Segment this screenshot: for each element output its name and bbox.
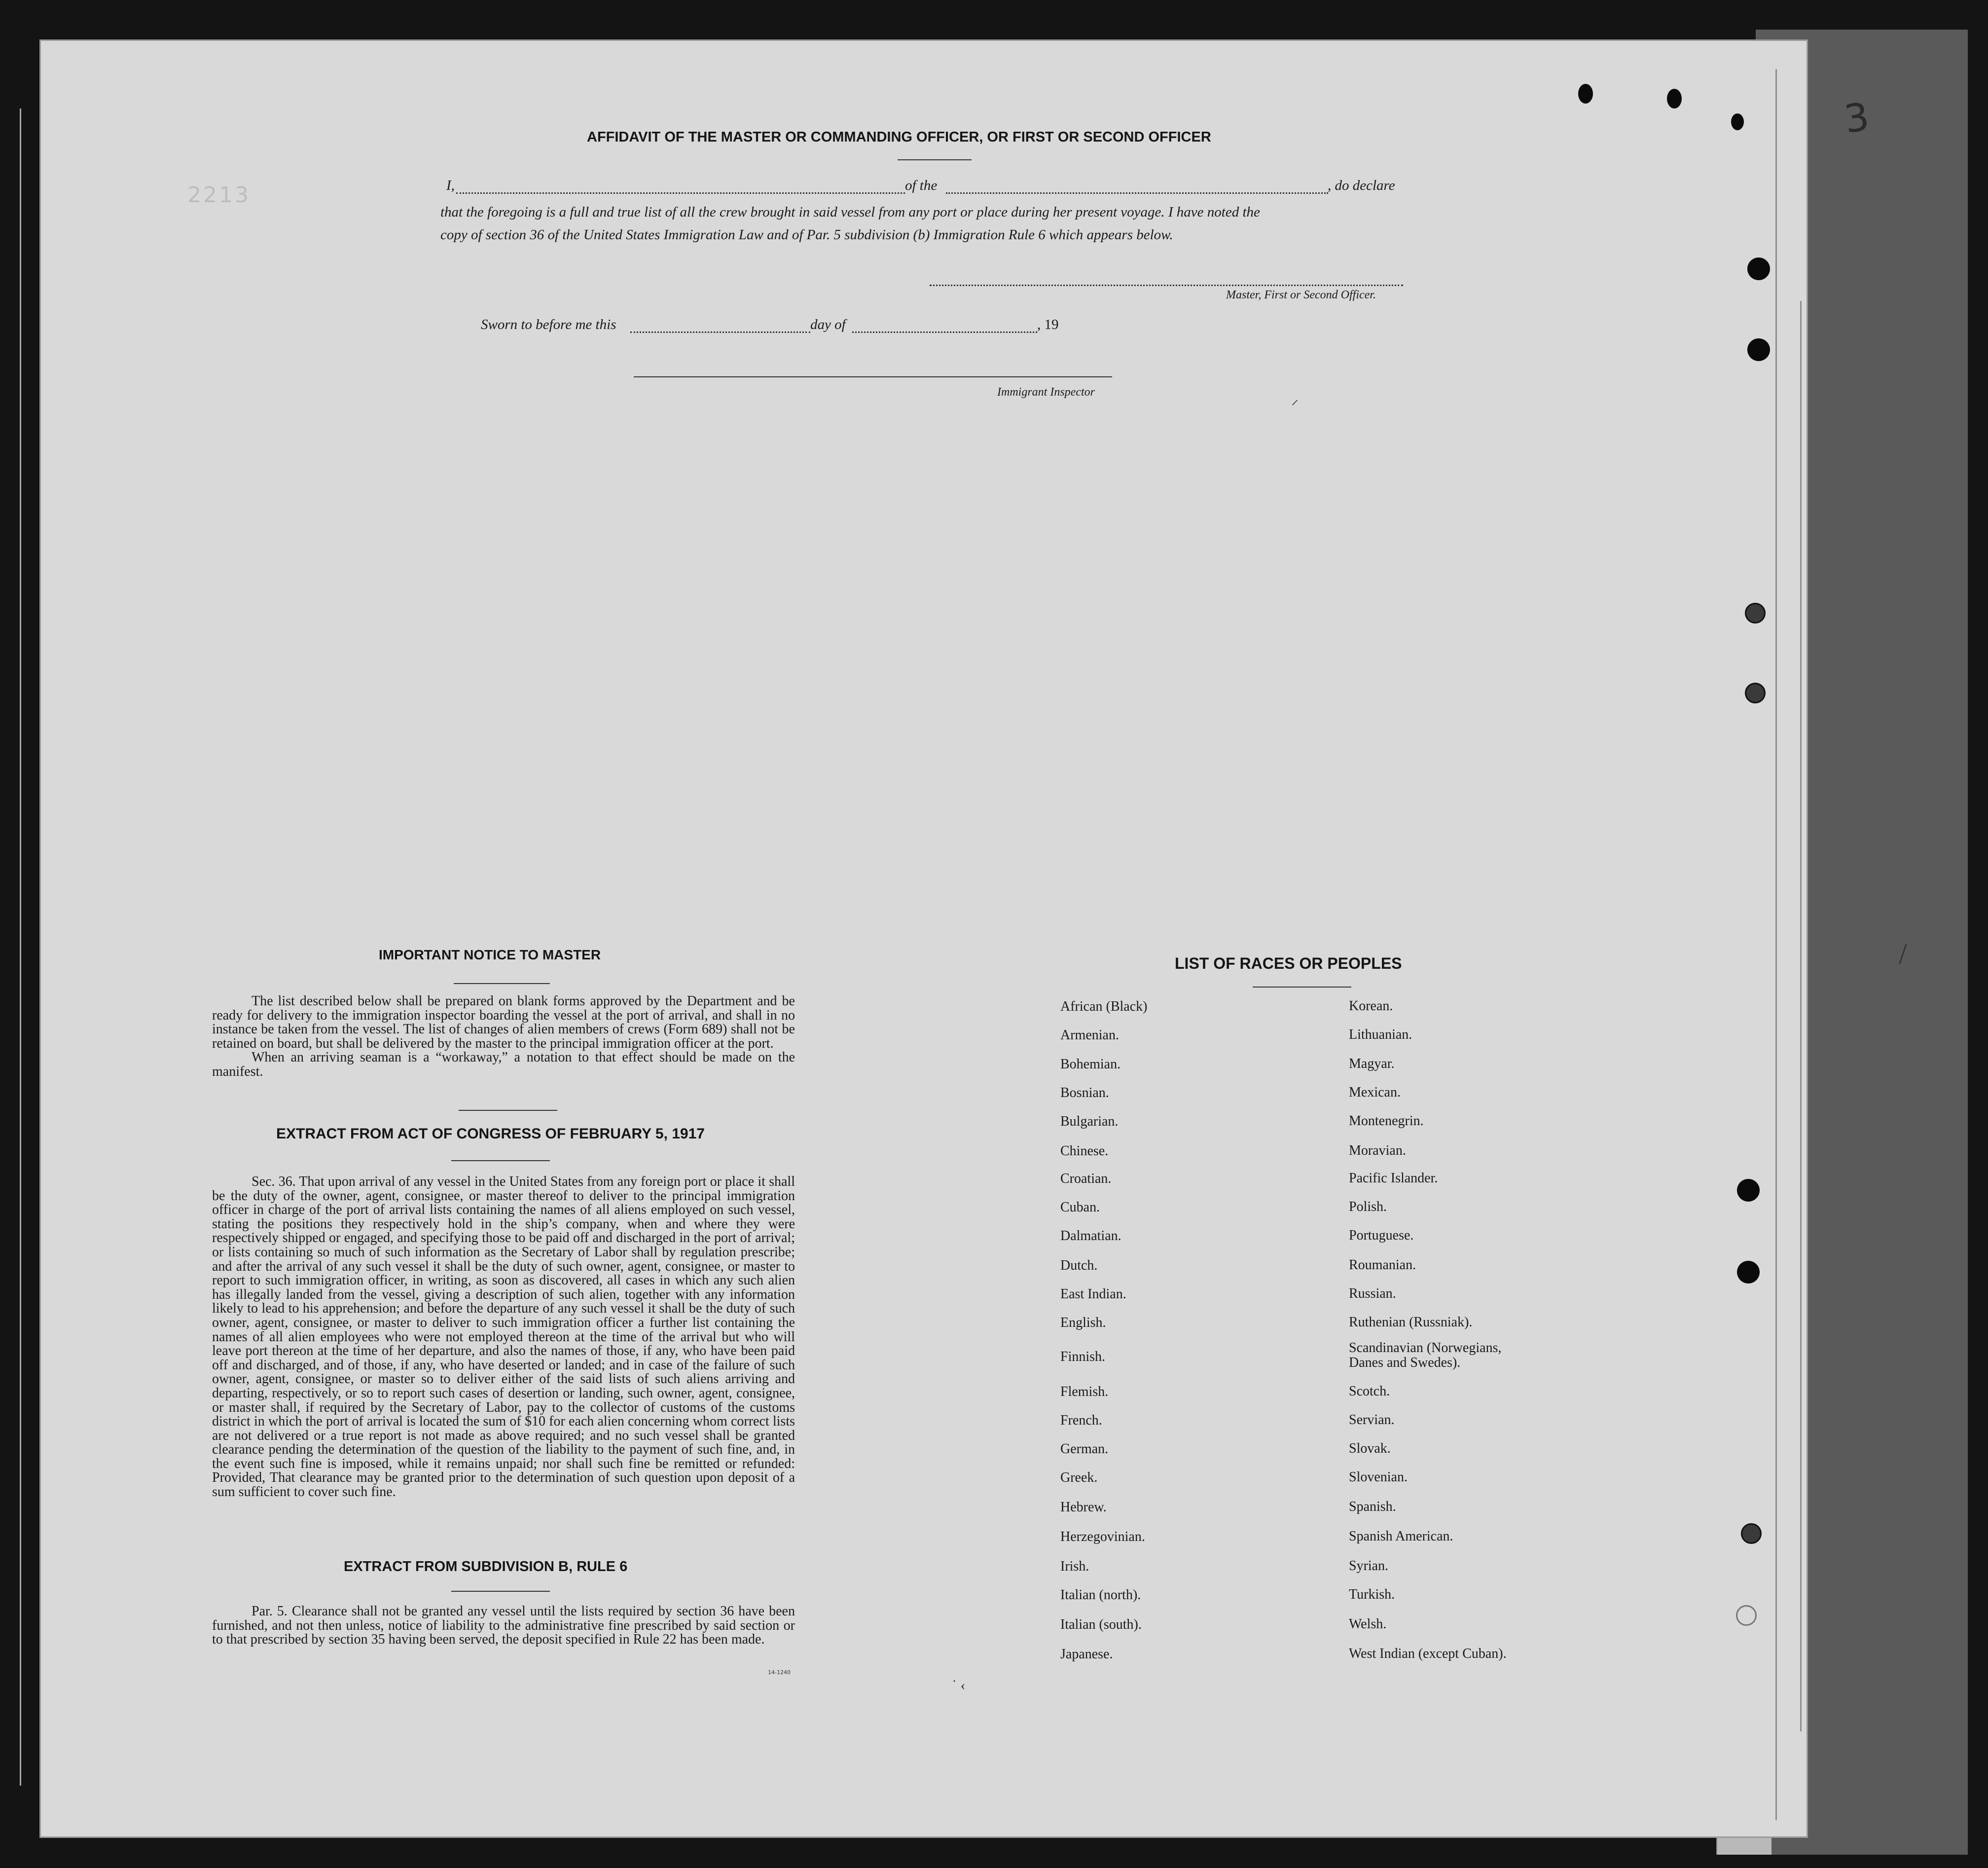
ink-speck: ˙ ‹ — [952, 1677, 966, 1693]
race-entry: West Indian (except Cuban). — [1349, 1646, 1507, 1661]
race-entry: Portuguese. — [1349, 1228, 1414, 1243]
page-edge-line — [1775, 69, 1777, 1820]
title-rule — [454, 983, 550, 984]
act-extract-body — [212, 1175, 795, 1500]
notice-paragraph: When an arriving seaman is a “workaway,” a notation to that effect should be made on the manifest. — [212, 1050, 795, 1079]
notice-body — [212, 994, 795, 1079]
race-entry: Irish. — [1060, 1559, 1089, 1574]
page-number: 3 — [1841, 94, 1872, 143]
form-code: 14-1240 — [768, 1669, 791, 1676]
race-entry: German. — [1060, 1441, 1109, 1457]
notice-title: IMPORTANT NOTICE TO MASTER — [379, 947, 601, 962]
race-entry: Bosnian. — [1060, 1085, 1109, 1100]
document-page — [39, 39, 1808, 1838]
race-entry: Bohemian. — [1060, 1057, 1121, 1072]
sworn-day-field[interactable] — [630, 331, 810, 333]
affidavit-line-1: that the foregoing is a full and true list of all the crew brought in said vessel from any port or place during her present voyage. I have noted the — [440, 204, 1260, 220]
race-entry: Armenian. — [1060, 1027, 1119, 1043]
binder-hole — [1747, 338, 1770, 361]
affidavit-title: AFFIDAVIT OF THE MASTER OR COMMANDING OFFICER, OR FIRST OR SECOND OFFICER — [587, 129, 1211, 145]
race-entry: Turkish. — [1349, 1587, 1395, 1602]
race-entry: Servian. — [1349, 1412, 1395, 1428]
race-entry: African (Black) — [1060, 999, 1148, 1014]
race-entry: Chinese. — [1060, 1143, 1109, 1159]
race-entry: Spanish. — [1349, 1499, 1396, 1514]
race-entry: Dalmatian. — [1060, 1228, 1121, 1244]
race-entry: Cuban. — [1060, 1200, 1100, 1215]
race-entry: Croatian. — [1060, 1171, 1112, 1186]
race-entry: Spanish American. — [1349, 1529, 1453, 1544]
race-entry: Italian (north). — [1060, 1587, 1141, 1603]
binder-hole — [1736, 1605, 1757, 1626]
act-extract-title: EXTRACT FROM ACT OF CONGRESS OF FEBRUARY 5, 1917 — [276, 1126, 705, 1142]
race-entry: Slovak. — [1349, 1441, 1391, 1456]
act-extract-text: Sec. 36. That upon arrival of any vessel in the United States from any foreign port or place it shall be the duty of the owner, agent, consignee, or master thereof to deliver to the principal immigration officer in charge of the port of arrival lists containing the names of all aliens employed on such vessel, stating the positions they respectively hold in the ship’s company, when and where they were respectively shipped or engaged, and specifying those to be paid off and discharged in the port of arrival; or lists containing so much of such information as the Secretary of Labor shall by regulation prescribe; and after the arrival of any such vessel it shall be the duty of such owner, agent, consignee, or master to report to such immigration officer, in writing, as soon as discovered, all cases in which any such alien has illegally landed from the vessel, giving a description of such alien, together with any information likely to lead to his apprehension; and before the departure of any such vessel it shall be the duty of such owner, agent, consignee, or master to deliver to such immigration officer a further list containing the names of all alien employees who were not employed thereon at the time of the arrival but who will leave port thereon at the time of her departure, and also the names of those, if any, who have been paid off and discharged, and of those, if any, who have deserted or landed; and in case of the failure of such owner, agent, consignee, or master so to deliver either of the said lists of such aliens arriving and departing, respectively, or so to report such cases of desertion or landing, such owner, agent, consignee, or master shall, if required by the Secretary of Labor, pay to the collector of customs of the customs district in which the port of arrival is located the sum of $10 for each alien concerning whom correct lists are not delivered or a true report is not made as above required; and no such vessel shall be granted clearance pending the determination of the question of the liability to the payment of such fine, and, in the event such fine is imposed, while it remains unpaid; nor shall such fine be remitted or refunded: Provided, That clearance may be granted prior to the determination of such question upon deposit of a sum sufficient to cover such fine. — [212, 1174, 795, 1500]
binder-hole — [1731, 113, 1744, 130]
binder-hole — [1737, 1261, 1760, 1283]
race-entry: French. — [1060, 1413, 1102, 1428]
race-entry: Syrian. — [1349, 1558, 1389, 1574]
race-entry: Polish. — [1349, 1199, 1387, 1214]
race-entry: Bulgarian. — [1060, 1114, 1119, 1129]
race-entry: Roumanian. — [1349, 1257, 1416, 1273]
race-entry: East Indian. — [1060, 1286, 1126, 1302]
race-entry: English. — [1060, 1315, 1106, 1330]
race-entry: Scotch. — [1349, 1384, 1390, 1399]
binder-hole — [1745, 683, 1766, 703]
race-entry: Korean. — [1349, 998, 1393, 1014]
day-of-label: day of — [810, 317, 846, 332]
binder-hole — [1667, 89, 1682, 109]
page-edge-line — [1800, 301, 1802, 1731]
race-entry: Welsh. — [1349, 1616, 1387, 1632]
rule-extract-title: EXTRACT FROM SUBDIVISION B, RULE 6 — [344, 1559, 628, 1575]
race-entry: Ruthenian (Russniak). — [1349, 1315, 1473, 1330]
binder-hole — [1741, 1523, 1762, 1544]
race-entry: Magyar. — [1349, 1056, 1395, 1071]
title-rule — [451, 1591, 550, 1592]
bleed-through-number: 2213 — [187, 183, 251, 208]
affidavit-line-2: copy of section 36 of the United States Immigration Law and of Par. 5 subdivision (b) Immigration Rule 6 which appears below. — [440, 227, 1173, 243]
year-label: , 19 — [1037, 317, 1059, 332]
race-entry: Russian. — [1349, 1286, 1396, 1301]
binder-hole — [1745, 603, 1766, 623]
notice-paragraph: The list described below shall be prepared on blank forms approved by the Department and be ready for delivery to the immigration inspector boarding the vessel at the port of arrival, and shall in no instance be taken from the vessel. The list of changes of alien members of crews (Form 689) shall not be retained on board, but shall be delivered by the master to the principal immigration officer at the port. — [212, 993, 795, 1051]
vessel-name-field[interactable] — [946, 192, 1328, 194]
binder-hole — [1737, 1179, 1760, 1202]
ink-speck: ⸍ — [1291, 398, 1299, 414]
declarant-label: I, — [446, 178, 455, 193]
race-entry: Italian (south). — [1060, 1617, 1142, 1632]
rule-extract-text: Par. 5. Clearance shall not be granted any vessel until the lists required by section 36 have been furnished, and not then unless, notice of liability to the administrative fine prescribed by said section or to that prescribed by section 35 having been served, the deposit specified in Rule 22 has been made. — [212, 1604, 795, 1648]
of-the-label: of the — [905, 178, 938, 193]
binder-hole — [1747, 257, 1770, 280]
sworn-month-field[interactable] — [852, 331, 1037, 333]
section-rule — [459, 1110, 557, 1111]
race-entry: Montenegrin. — [1349, 1113, 1424, 1129]
race-entry: Slovenian. — [1349, 1469, 1408, 1485]
declarant-name-field[interactable] — [456, 192, 905, 194]
title-rule — [898, 159, 972, 160]
master-signature-field[interactable] — [930, 285, 1403, 286]
race-entry: Herzegovinian. — [1060, 1529, 1145, 1544]
title-rule — [451, 1160, 550, 1161]
sworn-label: Sworn to before me this — [481, 317, 616, 332]
ink-speck: / — [1899, 938, 1907, 970]
race-entry: Flemish. — [1060, 1384, 1109, 1399]
race-entry: Lithuanian. — [1349, 1027, 1412, 1042]
race-entry: Finnish. — [1060, 1349, 1106, 1364]
race-entry: Mexican. — [1349, 1085, 1401, 1100]
do-declare-label: , do declare — [1328, 178, 1395, 193]
rule-extract-body — [212, 1605, 795, 1647]
race-entry: Pacific Islander. — [1349, 1171, 1438, 1186]
race-entry: Greek. — [1060, 1470, 1098, 1485]
signer-caption: Master, First or Second Officer. — [1226, 289, 1376, 301]
inspector-caption: Immigrant Inspector — [997, 386, 1095, 399]
page-edge-line — [20, 109, 21, 1786]
races-title: LIST OF RACES OR PEOPLES — [1175, 954, 1402, 972]
binder-hole — [1578, 84, 1593, 104]
title-rule — [1253, 987, 1351, 988]
race-entry: Scandinavian (Norwegians, Danes and Swedes). — [1349, 1340, 1502, 1370]
race-entry: Moravian. — [1349, 1143, 1406, 1158]
race-entry: Japanese. — [1060, 1647, 1113, 1662]
inspector-signature-field[interactable] — [634, 376, 1112, 377]
race-entry: Dutch. — [1060, 1258, 1098, 1273]
race-entry: Hebrew. — [1060, 1500, 1107, 1515]
